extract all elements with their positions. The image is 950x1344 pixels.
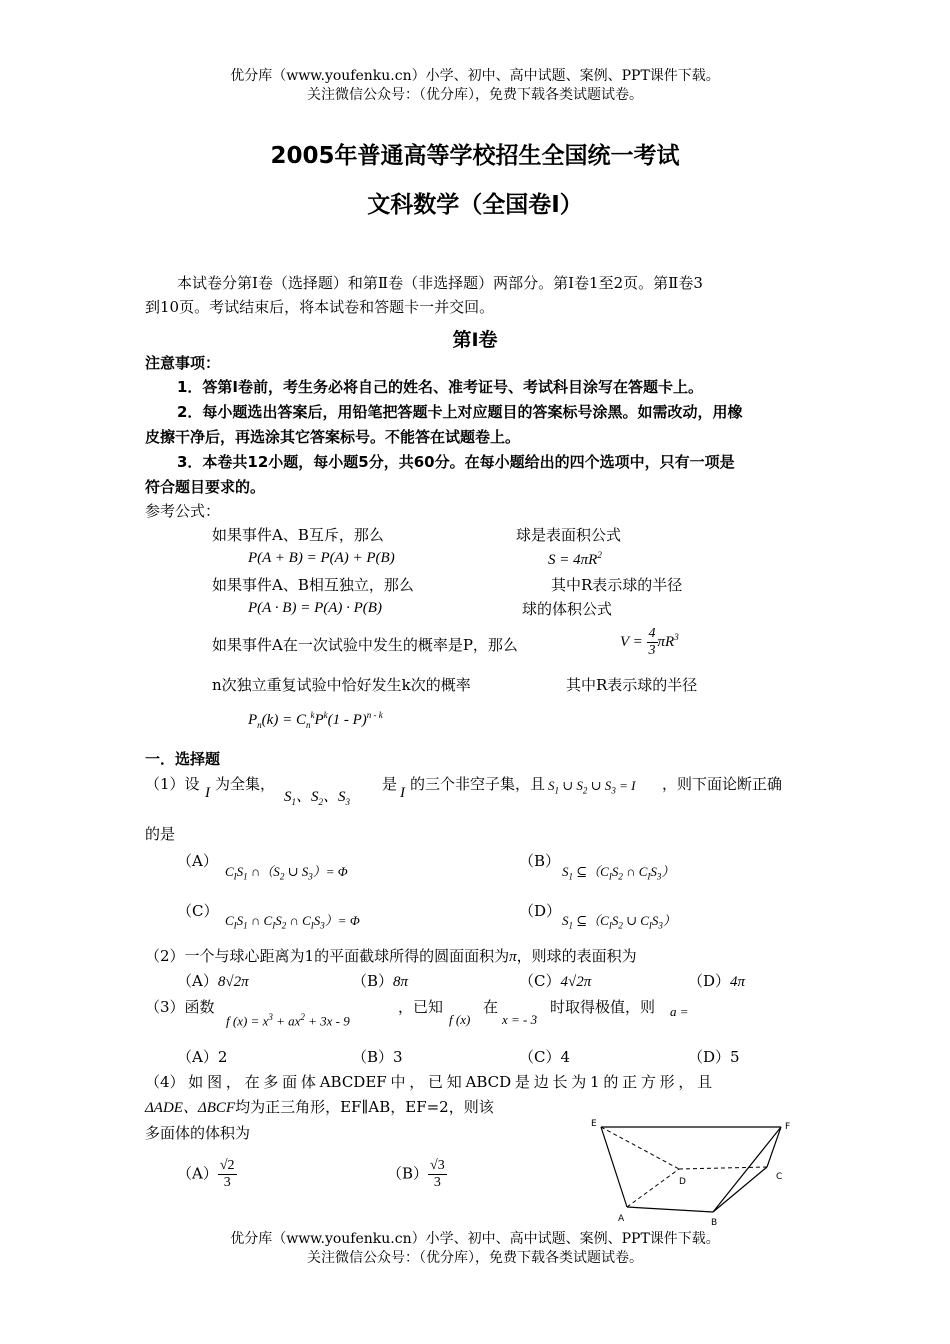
q4-option-b[interactable]: （B） $\frac{√3}{3}$	[387, 1158, 445, 1190]
formula-binomial: $P_n(k) = C_n^kP^k(1 - P)^{n - k}$	[248, 710, 383, 730]
q1-option-d-label[interactable]: （D）	[519, 902, 562, 920]
q1-union: $S_1$ ∪ $S_2$ ∪ $S_3 = I$	[548, 778, 636, 796]
vertex-label-c: C	[776, 1172, 783, 1182]
formula-exclusive: P(A + B) = P(A) + P(B)	[248, 550, 395, 566]
q1-option-b[interactable]: $S_1$ $⊆(C_IS_2$ ∩ $C_IS_3$）	[562, 864, 675, 882]
q1-text-4: 的三个非空子集，且	[410, 775, 546, 793]
formula-independent-text: 如果事件A、B相互独立，那么	[212, 576, 414, 594]
intro-line-1: 本试卷分第Ⅰ卷（选择题）和第Ⅱ卷（非选择题）两部分。第Ⅰ卷1至2页。第Ⅱ卷3	[177, 274, 703, 292]
q2-option-c[interactable]: （C）4√2π	[519, 972, 592, 990]
formula-binomial-text: n次独立重复试验中恰好发生k次的概率	[212, 676, 471, 694]
header-line-1: 优分库（www.youfenku.cn）小学、初中、高中试题、案例、PPT课件下载。	[230, 68, 720, 84]
q3-x-value: x = - 3	[502, 1012, 538, 1027]
edge-ab	[627, 1207, 713, 1212]
q4-option-a[interactable]: （A） $\frac{√2}{3}$	[177, 1158, 235, 1190]
sphere-area-label: 球是表面积公式	[516, 526, 622, 544]
section-title: 第Ⅰ卷	[452, 329, 498, 351]
q3-option-a[interactable]: （A）2	[177, 1048, 228, 1066]
intro-line-2: 到10页。考试结束后，将本试卷和答题卡一并交回。	[145, 298, 495, 316]
q1-sets: $S_1$、$S_2$、$S_3$	[284, 789, 351, 807]
q3-fx: f (x)	[449, 1012, 471, 1027]
note-3b: 符合题目要求的。	[145, 478, 266, 496]
formulas-heading: 参考公式：	[145, 502, 221, 520]
note-2a: 2．每小题选出答案后，用铅笔把答题卡上对应题目的答案标号涂黑。如需改动，用橡	[177, 403, 743, 421]
edge-fc	[767, 1127, 781, 1167]
q3-a: a =	[670, 1004, 689, 1019]
edge-dc	[679, 1167, 767, 1169]
q1-option-a-label[interactable]: （A）	[177, 852, 218, 870]
q1-option-c-label[interactable]: （C）	[177, 902, 219, 920]
q3-option-d[interactable]: （D）5	[688, 1048, 740, 1066]
q3-function: f $(x) = x^3 + ax^2 + 3x - 9$	[226, 1012, 350, 1029]
vertex-label-d: D	[679, 1177, 686, 1187]
notes-heading: 注意事项：	[145, 354, 221, 372]
exam-title: 2005年普通高等学校招生全国统一考试	[270, 143, 680, 169]
header-line-2: 关注微信公众号：（优分库），免费下载各类试题试卷。	[307, 87, 643, 103]
q3-text-3: 在	[483, 998, 499, 1016]
vertex-label-f: F	[785, 1122, 791, 1132]
vertex-label-b: B	[711, 1218, 718, 1228]
q3-label: （3）函数	[145, 998, 215, 1016]
edge-fb	[713, 1127, 781, 1212]
q1-text-6: 的是	[145, 825, 176, 843]
footer-line-1: 优分库（www.youfenku.cn）小学、初中、高中试题、案例、PPT课件下载。	[230, 1231, 720, 1247]
q1-option-a[interactable]: $C_IS_1$ $\cap(S_2$ ∪ $S_3)= \Phi$	[225, 864, 348, 882]
polyhedron-figure	[585, 1115, 805, 1230]
part1-heading: 一．选择题	[145, 750, 221, 768]
q1-I-2: I	[400, 785, 405, 801]
edge-ad	[627, 1169, 679, 1207]
q1-label: （1）设	[145, 775, 200, 793]
vertex-label-a: A	[618, 1214, 625, 1224]
note-1: 1．答第Ⅰ卷前，考生务必将自己的姓名、准考证号、考试科目涂写在答题卡上。	[177, 378, 704, 396]
radius-note-2: 其中R表示球的半径	[566, 676, 698, 694]
q2-option-a[interactable]: （A）8√2π	[177, 972, 249, 990]
q3-text-4: 时取得极值，则	[550, 998, 656, 1016]
note-3a: 3．本卷共12小题，每小题5分，共60分。在每小题给出的四个选项中，只有一项是	[177, 453, 735, 471]
formula-probability-text: 如果事件A在一次试验中发生的概率是P，那么	[212, 636, 518, 654]
q2-option-d[interactable]: （D）4π	[688, 972, 746, 990]
q3-option-c[interactable]: （C）4	[519, 1048, 571, 1066]
q3-text-2: ，已知	[398, 998, 444, 1016]
q1-option-c[interactable]: $C_IS_1$ ∩ $C_IS_2$ ∩ $C_IS_3)= \Phi$	[225, 913, 360, 931]
sphere-volume-label: 球的体积公式	[522, 600, 613, 618]
radius-note-1: 其中R表示球的半径	[551, 576, 683, 594]
q1-text-3: 是	[382, 775, 398, 793]
q2-stem: （2）一个与球心距离为1的平面截球所得的圆面面积为π，则球的表面积为	[145, 947, 637, 965]
q1-option-b-label[interactable]: （B）	[519, 852, 561, 870]
q1-text-2: 为全集，	[215, 775, 276, 793]
sphere-volume-formula: V = $\frac{4}{3}$ $\pi R^3$	[620, 626, 679, 658]
q1-text-5: ，则下面论断正确	[662, 775, 783, 793]
q4-line-1: （4） 如 图 ， 在 多 面 体 ABCDEF 中 ， 已 知 ABCD 是 边 长 为 1 的 正 方 形 ， 且	[145, 1073, 713, 1091]
q1-option-d[interactable]: $S_1$ $⊆(C_IS_2$ ∪ $C_IS_3$）	[562, 913, 676, 931]
edge-ea	[601, 1127, 627, 1207]
note-2b: 皮擦干净后，再选涂其它答案标号。不能答在试题卷上。	[145, 428, 521, 446]
q4-line-2: ΔADE、ΔBCF均为正三角形，EF∥AB，EF=2，则该	[145, 1098, 494, 1116]
vertex-label-e: E	[591, 1119, 597, 1129]
formula-independent: P(A · B) = P(A) · P(B)	[248, 600, 382, 616]
q4-line-3: 多面体的体积为	[145, 1124, 251, 1142]
footer-line-2: 关注微信公众号：（优分库），免费下载各类试题试卷。	[307, 1250, 643, 1266]
edge-bc	[713, 1167, 767, 1212]
exam-subtitle: 文科数学（全国卷Ⅰ）	[367, 192, 583, 218]
q3-option-b[interactable]: （B）3	[352, 1048, 403, 1066]
q2-option-b[interactable]: （B）8π	[352, 972, 409, 990]
sphere-area-formula: $S = 4\pi R^2$	[548, 550, 602, 568]
q1-I: I	[205, 785, 210, 801]
formula-exclusive-text: 如果事件A、B互斥，那么	[212, 526, 384, 544]
